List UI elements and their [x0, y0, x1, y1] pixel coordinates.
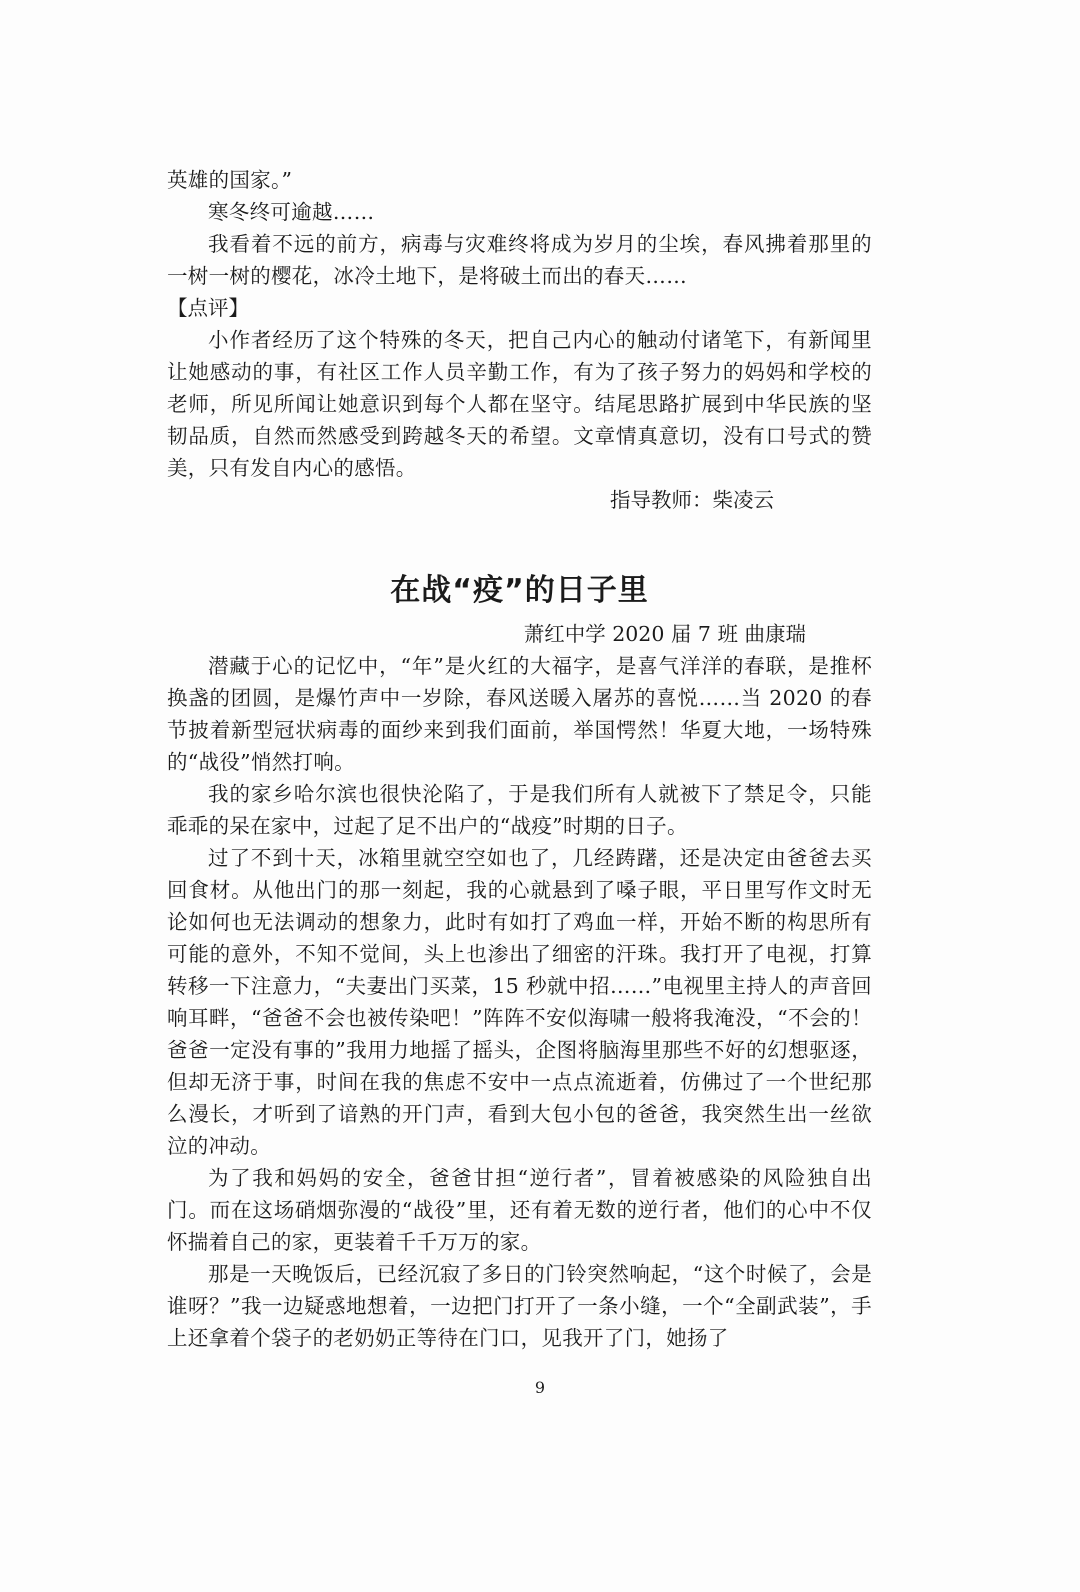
article-paragraph: 我的家乡哈尔滨也很快沦陷了，于是我们所有人就被下了禁足令，只能乖乖的呆在家中，过起了足不出户的“战疫”时期的日子。 [167, 782, 872, 838]
article-byline: 萧红中学 2020 届 7 班 曲康瑞 [523, 622, 806, 646]
article-title: 在战“疫”的日子里 [390, 573, 649, 608]
article-paragraph: 为了我和妈妈的安全，爸爸甘担“逆行者”，冒着被感染的风险独自出门。而在这场硝烟弥漫的“战役”里，还有着无数的逆行者，他们的心中不仅怀揣着自己的家，更装着千千万万的家。 [167, 1166, 872, 1254]
teacher-signature: 指导教师：柴凌云 [610, 488, 774, 512]
previous-article-paragraph: 英雄的国家。” [167, 168, 293, 192]
previous-article-paragraph: 我看着不远的前方，病毒与灾难终将成为岁月的尘埃，春风拂着那里的一树一树的樱花，冰冷土地下，是将破土而出的春天…… [167, 232, 872, 288]
comment-text: 小作者经历了这个特殊的冬天，把自己内心的触动付诸笔下，有新闻里让她感动的事，有社区工作人员辛勤工作，有为了孩子努力的妈妈和学校的老师，所见所闻让她意识到每个人都在坚守。结尾思路扩展到中华民族的坚韧品质，自然而然感受到跨越冬天的希望。文章情真意切，没有口号式的赞美，只有发自内心的感悟。 [167, 328, 872, 480]
previous-article-paragraph: 寒冬终可逾越…… [208, 200, 375, 224]
article-paragraph: 那是一天晚饭后，已经沉寂了多日的门铃突然响起，“这个时候了，会是谁呀？”我一边疑惑地想着，一边把门打开了一条小缝，一个“全副武装”，手上还拿着个袋子的老奶奶正等待在门口，见我开了门，她扬了 [167, 1262, 872, 1350]
article-paragraph: 过了不到十天，冰箱里就空空如也了，几经踌躇，还是决定由爸爸去买回食材。从他出门的那一刻起，我的心就悬到了嗓子眼，平日里写作文时无论如何也无法调动的想象力，此时有如打了鸡血一样，开始不断的构思所有可能的意外，不知不觉间，头上也渗出了细密的汗珠。我打开了电视，打算转移一下注意力，“夫妻出门买菜，15 秒就中招……”电视里主持人的声音回响耳畔，“爸爸不会也被传染吧！”阵阵不安似海啸一般将我淹没，“不会的！爸爸一定没有事的”我用力地摇了摇头，企图将脑海里那些不好的幻想驱逐，但却无济于事，时间在我的焦虑不安中一点点流逝着，仿佛过了一个世纪那么漫长，才听到了谙熟的开门声，看到大包小包的爸爸，我突然生出一丝欲泣的冲动。 [167, 846, 872, 1158]
comment-tag: 【点评】 [167, 296, 249, 320]
page-number: 9 [534, 1378, 546, 1397]
article-paragraph: 潜藏于心的记忆中，“年”是火红的大福字，是喜气洋洋的春联，是推杯换盏的团圆，是爆竹声中一岁除，春风送暖入屠苏的喜悦……当 2020 的春节披着新型冠状病毒的面纱来到我们面前，举国愕然！华夏大地，一场特殊的“战役”悄然打响。 [167, 654, 872, 774]
page-content [167, 164, 872, 1354]
